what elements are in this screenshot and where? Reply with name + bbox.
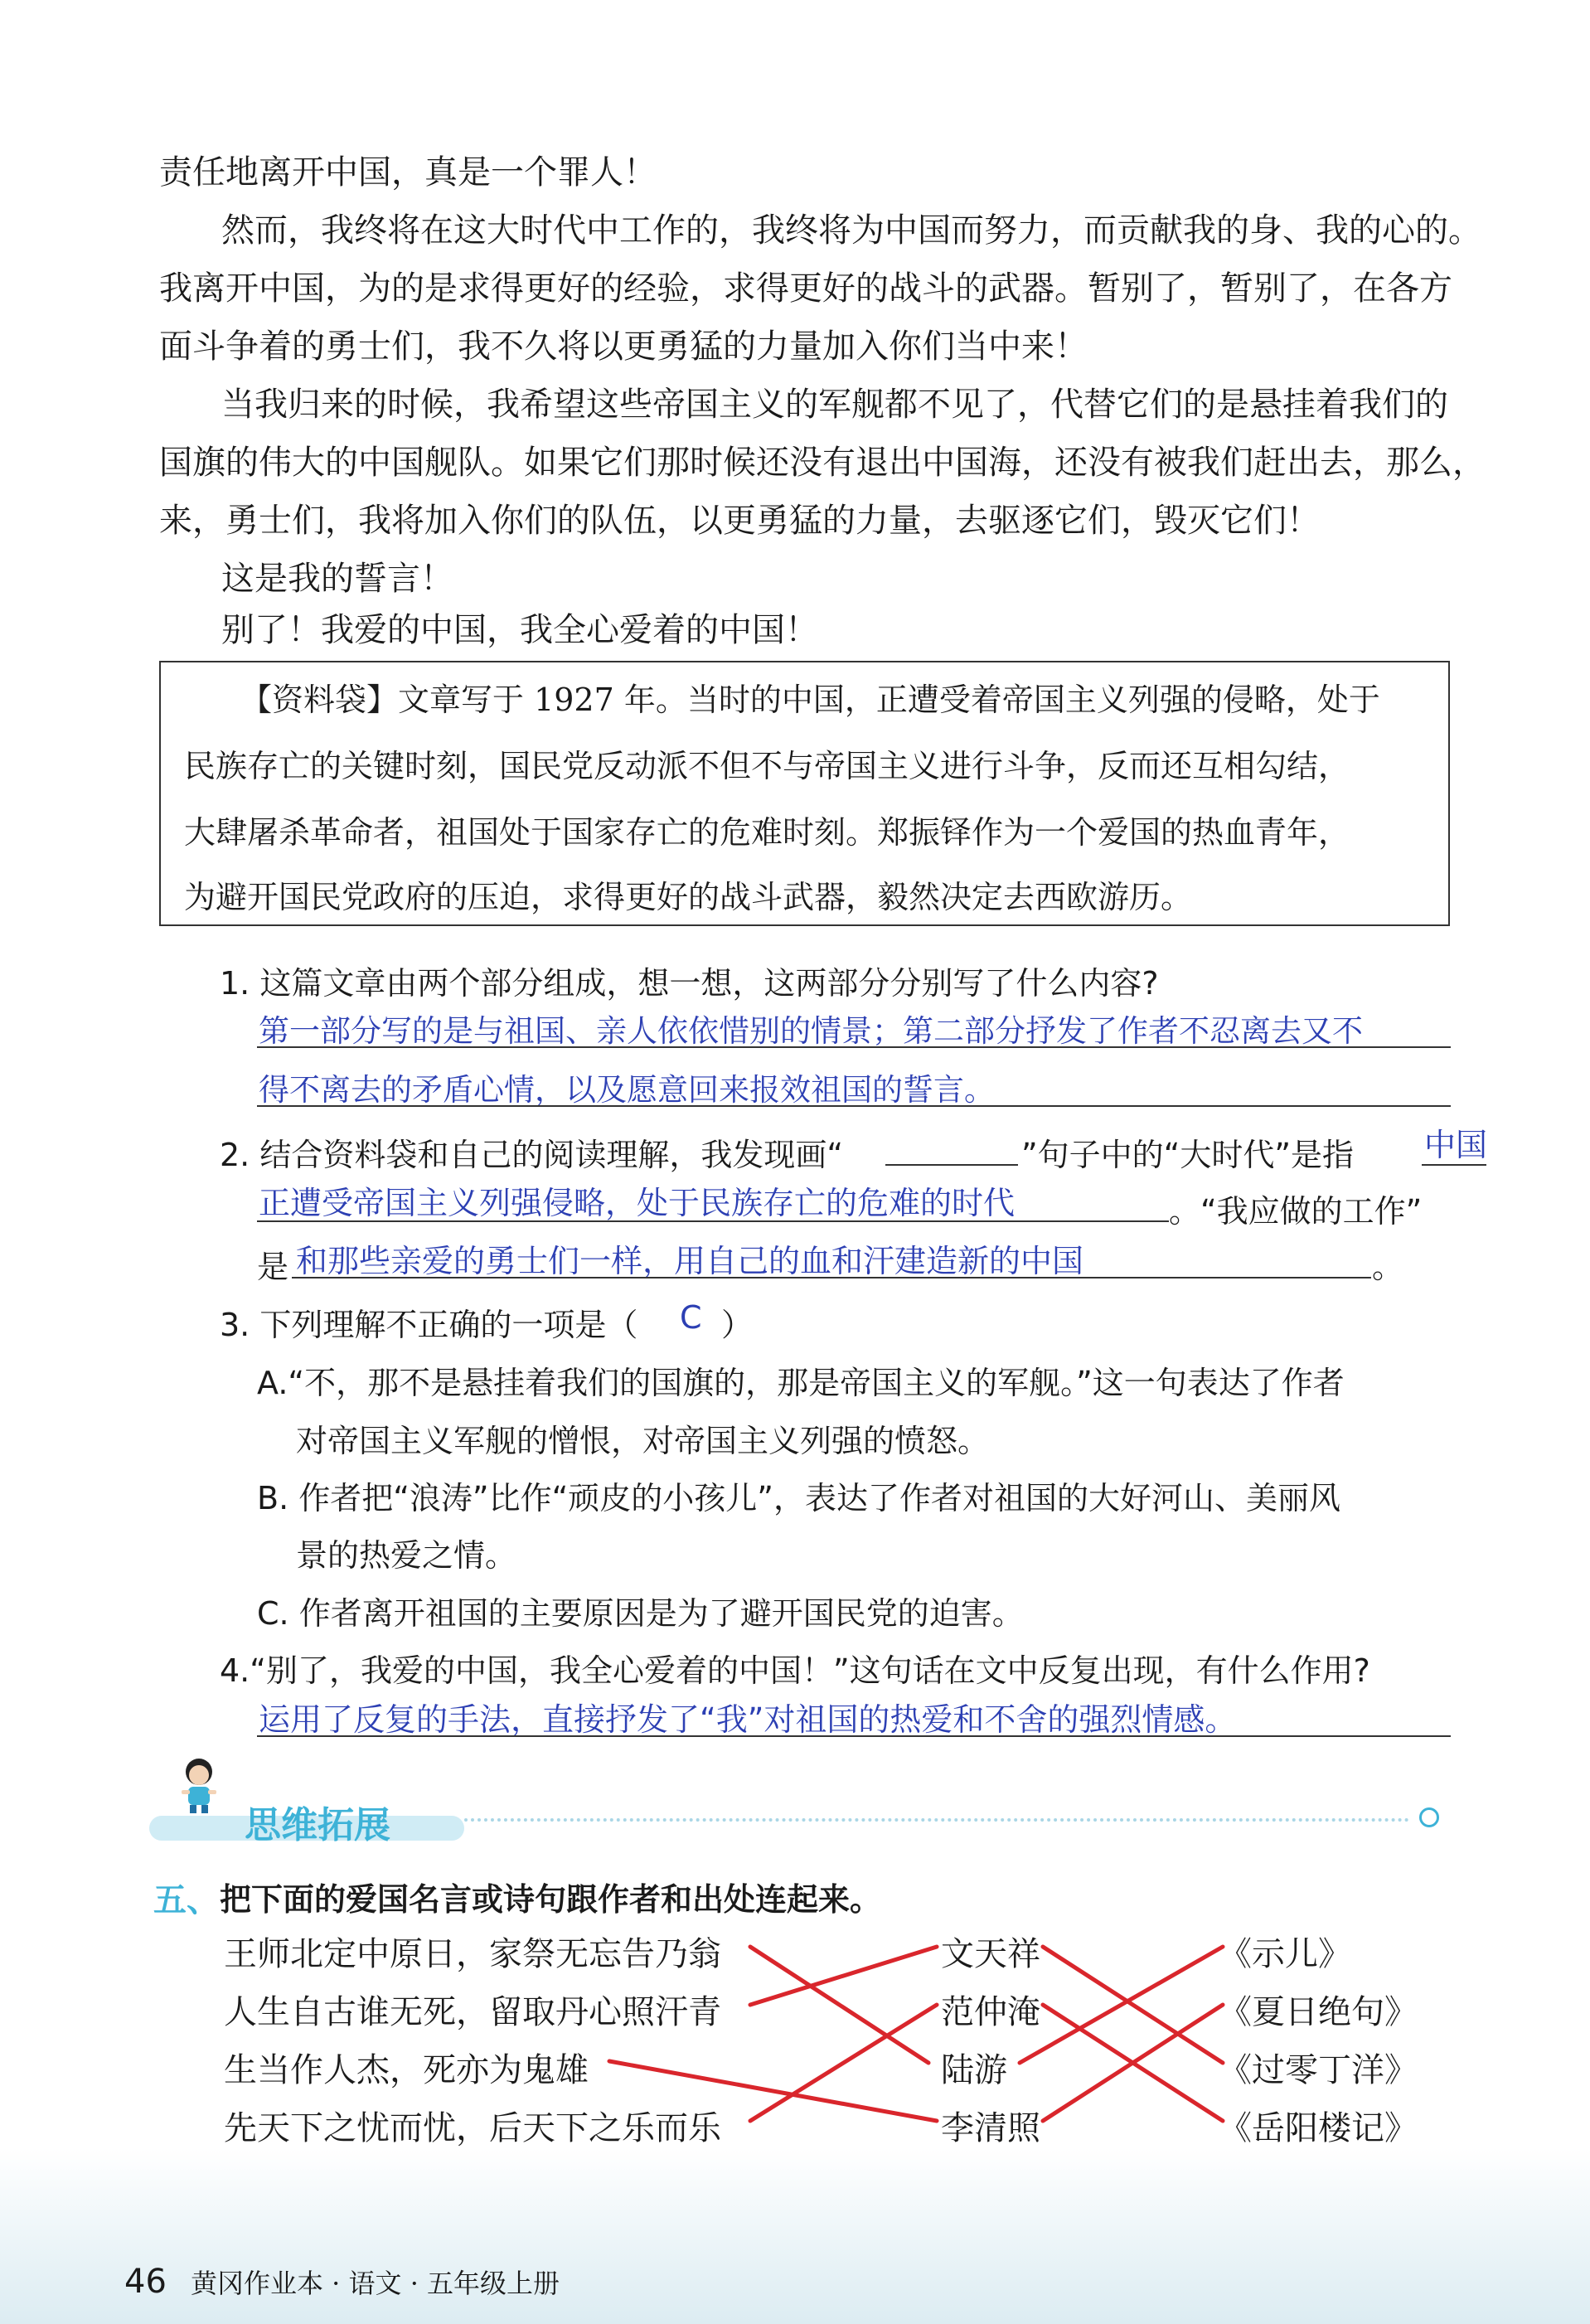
info-box-line: 大肆屠杀革命者，祖国处于国家存亡的危难时刻。郑振铎作为一个爱国的热血青年，: [184, 814, 1350, 851]
option-c: C. 作者离开祖国的主要原因是为了避开国民党的迫害。: [257, 1595, 1024, 1632]
passage-line: 当我归来的时候，我希望这些帝国主义的军舰都不见了，代替它们的是悬挂着我们的: [221, 386, 1448, 424]
option-b-line-1: B. 作者把“浪涛”比作“顽皮的小孩儿”，表达了作者对祖国的大好河山、美丽风: [257, 1480, 1340, 1516]
passage-line: 我离开中国，为的是求得更好的经验，求得更好的战斗的武器。暂别了，暂别了，在各方: [159, 269, 1452, 308]
question-1: 1. 这篇文章由两个部分组成，想一想，这两部分分别写了什么内容?: [220, 965, 1159, 1002]
source-item: 《过零丁洋》: [1219, 2051, 1418, 2089]
answer-line: [257, 1735, 1451, 1737]
passage-line: 别了！我爱的中国，我全心爱着的中国！: [221, 611, 818, 649]
answer-1-line-2: 得不离去的矛盾心情，以及愿意回来报效祖国的誓言。: [259, 1072, 995, 1108]
info-box-line: 民族存亡的关键时刻，国民党反动派不但不与帝国主义进行斗争，反而还互相勾结，: [184, 748, 1350, 784]
passage-line: 面斗争着的勇士们，我不久将以更勇猛的力量加入你们当中来！: [159, 327, 1088, 366]
answer-2a: 中国: [1424, 1127, 1488, 1163]
passage-line: 这是我的誓言！: [221, 560, 453, 598]
passage-line: 国旗的伟大的中国舰队。如果它们那时候还没有退出中国海，还没有被我们赶出去，那么，: [159, 444, 1486, 482]
question-2-part-d: 是: [257, 1249, 289, 1285]
page-number: 46: [124, 2263, 167, 2301]
passage-line: 来，勇士们，我将加入你们的队伍，以更勇猛的力量，去驱逐它们，毁灭它们！: [159, 502, 1320, 540]
author-item: 范仲淹: [941, 1993, 1040, 2031]
section-divider: [464, 1818, 1409, 1822]
quote-item: 先天下之忧而忧，后天下之乐而乐: [224, 2109, 721, 2147]
answer-line: [257, 1046, 1451, 1048]
question-2-part-e: 。: [1372, 1249, 1404, 1285]
section-title: 思维拓展: [245, 1804, 390, 1846]
answer-3: C: [680, 1299, 702, 1336]
source-item: 《示儿》: [1219, 1935, 1351, 1973]
info-box-line: 为避开国民党政府的压迫，求得更好的战斗武器，毅然决定去西欧游历。: [184, 879, 1193, 915]
question-2-part-c: 。“我应做的工作”: [1169, 1193, 1423, 1230]
option-b-line-2: 景的热爱之情。: [296, 1537, 517, 1574]
passage-line: 责任地离开中国，真是一个罪人！: [159, 153, 657, 192]
question-5-label: 五、: [153, 1881, 220, 1919]
quote-item: 王师北定中原日，家祭无忘告乃翁: [224, 1935, 721, 1973]
child-icon: [170, 1754, 228, 1816]
match-line: [1043, 1947, 1223, 2063]
quote-item: 生当作人杰，死亦为鬼雄: [224, 2051, 589, 2089]
quote-item: 人生自古谁无死，留取丹心照汗青: [224, 1993, 721, 2031]
question-3: 3. 下列理解不正确的一项是（: [220, 1307, 638, 1343]
question-5-text: 把下面的爱国名言或诗句跟作者和出处连起来。: [220, 1881, 882, 1918]
answer-2c: 和那些亲爱的勇士们一样，用自己的血和汗建造新的中国: [296, 1243, 1084, 1279]
option-a-line-1: A.“不，那不是悬挂着我们的国旗的，那是帝国主义的军舰。”这一句表达了作者: [257, 1365, 1345, 1401]
match-line: [1020, 1947, 1223, 2063]
circle-end-icon: [1419, 1807, 1439, 1827]
author-item: 李清照: [941, 2109, 1040, 2147]
answer-line: [292, 1277, 1371, 1278]
source-item: 《夏日绝句》: [1219, 1993, 1418, 2031]
answer-2b: 正遭受帝国主义列强侵略，处于民族存亡的危难的时代: [259, 1185, 1016, 1221]
source-item: 《岳阳楼记》: [1219, 2109, 1418, 2147]
passage-line: 然而，我终将在这大时代中工作的，我终将为中国而努力，而贡献我的身、我的心的。: [221, 211, 1481, 250]
option-a-line-2: 对帝国主义军舰的憎恨，对帝国主义列强的愤怒。: [296, 1423, 990, 1459]
answer-line: [257, 1105, 1451, 1107]
match-line: [1043, 2005, 1223, 2121]
book-title: 黄冈作业本 · 语文 · 五年级上册: [191, 2268, 560, 2299]
info-box-line: 【资料袋】文章写于 1927 年。当时的中国，正遭受着帝国主义列强的侵略，处于: [240, 682, 1380, 718]
answer-4: 运用了反复的手法，直接抒发了“我”对祖国的热爱和不舍的强烈情感。: [259, 1701, 1237, 1738]
author-item: 陆游: [941, 2051, 1007, 2089]
blank-line: [885, 1164, 1018, 1166]
match-line: [750, 1947, 937, 2005]
question-2-part-b: ”句子中的“大时代”是指: [1021, 1137, 1355, 1173]
question-4: 4.“别了，我爱的中国，我全心爱着的中国！”这句话在文中反复出现，有什么作用?: [220, 1652, 1370, 1689]
answer-line: [1422, 1164, 1486, 1166]
answer-1-line-1: 第一部分写的是与祖国、亲人依依惜别的情景；第二部分抒发了作者不忍离去又不: [259, 1013, 1363, 1049]
question-3-close: ）: [721, 1307, 754, 1343]
answer-line: [257, 1220, 1169, 1222]
author-item: 文天祥: [941, 1935, 1040, 1973]
match-line: [1043, 2005, 1223, 2121]
question-2-part-a: 2. 结合资料袋和自己的阅读理解，我发现画“: [220, 1137, 844, 1173]
match-line: [750, 1947, 928, 2063]
match-line: [750, 2005, 937, 2121]
